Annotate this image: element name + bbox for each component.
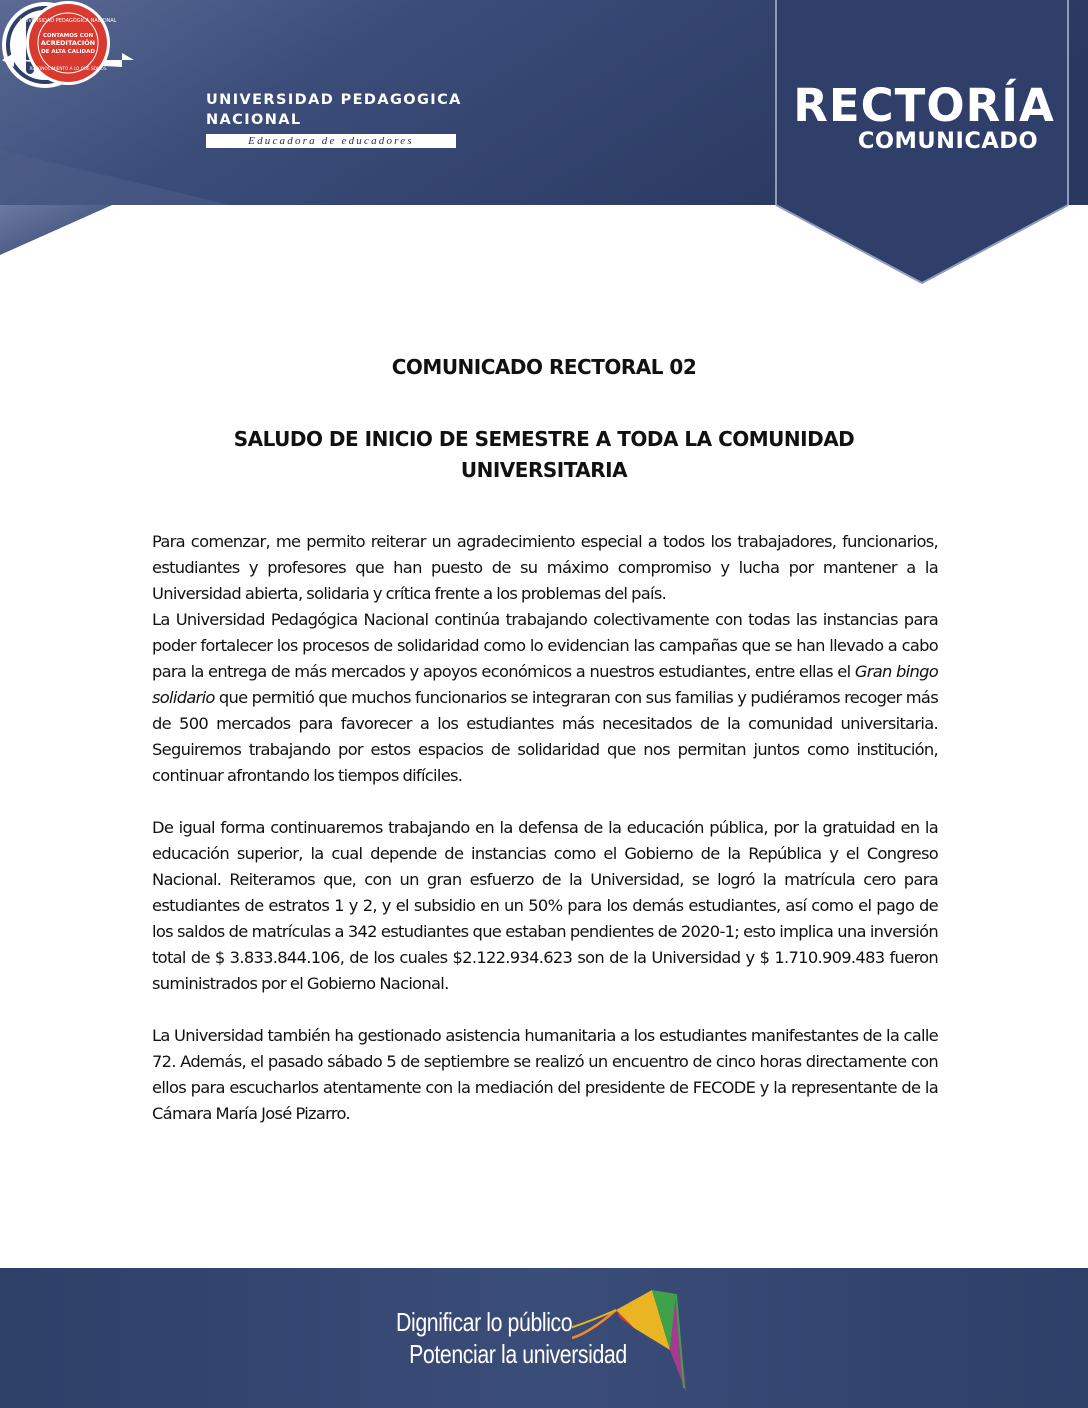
seal-text-top: UNIVERSIDAD PEDAGÓGICA NACIONAL [19,18,117,24]
footer-slogan-line1: Dignificar lo público [396,1307,573,1337]
seal-text-bottom: RECONOCIMIENTO A LO QUE SOMOS [29,66,107,71]
kite-icon [572,1288,698,1400]
university-name [206,90,462,130]
document-type-label: COMUNICADO [857,128,1039,154]
letterhead-header [0,0,1088,290]
document-body [152,529,938,1127]
footer-slogan-line2: Potenciar la universidad [409,1339,627,1369]
paragraph-2-part-a: La Universidad Pedagógica Nacional continúa trabajando colectivamente con todas las instancias para poder fortalecer los procesos de solidaridad como lo evidencian las campañas que se han llevado a cabo para la entrega de más mercados y apoyos económicos a nuestros estudiantes, entre ellas el [152,610,938,681]
paragraph-2-part-b: que permitió que muchos funcionarios se integraran con sus familias y pudiéramos recoger más de 500 mercados para favorecer a los estudiantes más necesitados de la comunidad universitaria. Seguiremos trabajando por estos espacios de solidaridad que nos permitan juntos como institución, continuar afrontando los tiempos difíciles. [152,688,938,785]
document-subtitle-line2: UNIVERSITARIA [460,458,628,482]
seal-text-mid3: DE ALTA CALIDAD [41,49,95,55]
university-name-line1: UNIVERSIDAD PEDAGOGICA [206,92,462,108]
accreditation-seal-icon [0,0,136,86]
document-subtitle [150,424,938,486]
paragraph-1: Para comenzar, me permito reiterar un agradecimiento especial a todos los trabajadores, funcionarios, estudiantes y profesores que han puesto de su máximo compromiso y lucha por mantener a la Universidad abierta, solidaria y crítica frente a los problemas del país. [152,532,938,603]
seal-text-mid1: CONTAMOS CON [42,33,94,39]
university-name-line2: NACIONAL [206,112,302,128]
seal-text-mid2: ACREDITACIÓN [40,39,96,47]
document-title: COMUNICADO RECTORAL 02 [391,355,697,379]
paragraph-2 [152,607,938,789]
paragraph-3: De igual forma continuaremos trabajando en la defensa de la educación pública, por la gratuidad en la educación superior, la cual depende de instancias como el Gobierno de la República y el Congreso Nacional. Reiteramos que, con un gran esfuerzo de la Universidad, se logró la matrícula cero para estudiantes de estratos 1 y 2, y el subsidio en un 50% para los demás estudiantes, así como el pago de los saldos de matrículas a 342 estudiantes que estaban pendientes de 2020-1; esto implica una inversión total de $ 3.833.844.106, de los cuales $2.122.934.623 son de la Universidad y $ 1.710.909.483 fueron suministrados por el Gobierno Nacional. [152,818,938,993]
office-title: RECTORÍA [793,79,1055,132]
paragraph-4: La Universidad también ha gestionado asistencia humanitaria a los estudiantes manifestantes de la calle 72. Además, el pasado sábado 5 de septiembre se realizó un encuentro de cinco horas directamente con ellos para escucharlos atentamente con la mediación del presidente de FECODE y la representante de la Cámara María José Pizarro. [152,1026,938,1123]
university-tagline: Educadora de educadores [206,134,456,148]
paragraph-2-italic: Gran bingo solidario [152,662,938,707]
document-subtitle-line1: SALUDO DE INICIO DE SEMESTRE A TODA LA COMUNIDAD [233,427,855,451]
